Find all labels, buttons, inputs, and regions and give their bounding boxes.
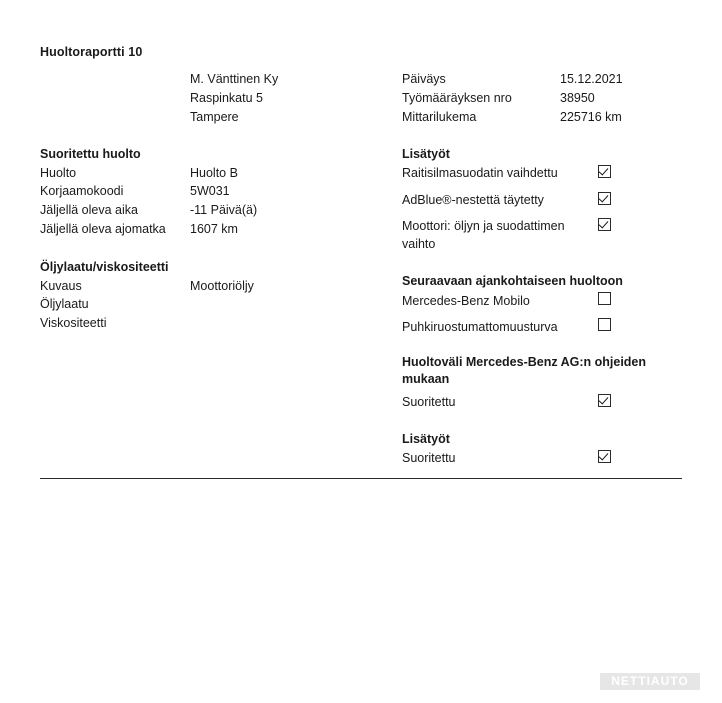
service-row-value-0: Huolto B [190, 166, 238, 180]
service-row-value-3: 1607 km [190, 222, 238, 236]
interval-label-0: Suoritettu [402, 395, 456, 409]
extra-work-checkbox-0[interactable] [598, 165, 611, 178]
meta-label-odometer: Mittarilukema [402, 110, 477, 124]
service-row-value-1: 5W031 [190, 184, 230, 198]
dealer-name: M. Vänttinen Ky [190, 72, 279, 86]
next-service-label-1: Puhkiruostumattomuusturva [402, 320, 558, 334]
next-service-checkbox-1[interactable] [598, 318, 611, 331]
next-service-label-0: Mercedes-Benz Mobilo [402, 294, 530, 308]
oil-section-heading: Öljylaatu/viskositeetti [40, 260, 169, 274]
service-row-value-2: -11 Päivä(ä) [190, 203, 258, 217]
dealer-city: Tampere [190, 110, 239, 124]
additional-section-heading: Lisätyöt [402, 432, 450, 446]
meta-value-order-no: 38950 [560, 91, 595, 105]
oil-row-label-1: Öljylaatu [40, 297, 89, 311]
extra-work-checkbox-1[interactable] [598, 192, 611, 205]
service-row-label-3: Jäljellä oleva ajomatka [40, 222, 166, 236]
interval-checkbox-0[interactable] [598, 394, 611, 407]
extra-work-label-0: Raitisilmasuodatin vaihdettu [402, 166, 558, 180]
oil-row-label-0: Kuvaus [40, 279, 82, 293]
interval-section-heading: Huoltoväli Mercedes-Benz AG:n ohjeiden mukaan [402, 355, 647, 386]
service-section-heading: Suoritettu huolto [40, 147, 141, 161]
meta-value-odometer: 225716 km [560, 110, 622, 124]
nettiauto-watermark: NETTIAUTO [600, 673, 700, 690]
extra-work-label-1: AdBlue®-nestettä täytetty [402, 193, 544, 207]
oil-row-label-2: Viskositeetti [40, 316, 107, 330]
extra-work-checkbox-2[interactable] [598, 218, 611, 231]
service-row-label-2: Jäljellä oleva aika [40, 203, 138, 217]
extra-work-heading: Lisätyöt [402, 147, 450, 161]
extra-work-label-2: Moottori: öljyn ja suodattimen vaihto [402, 219, 565, 251]
dealer-street: Raspinkatu 5 [190, 91, 263, 105]
next-service-checkbox-0[interactable] [598, 292, 611, 305]
page-title: Huoltoraportti 10 [40, 45, 143, 59]
oil-row-value-0: Moottoriöljy [190, 279, 254, 293]
service-row-label-1: Korjaamokoodi [40, 184, 124, 198]
meta-label-date: Päiväys [402, 72, 446, 86]
additional-checkbox-0[interactable] [598, 450, 611, 463]
footer-divider [40, 478, 682, 479]
additional-label-0: Suoritettu [402, 451, 456, 465]
service-row-label-0: Huolto [40, 166, 77, 180]
meta-label-order-no: Työmääräyksen nro [402, 91, 512, 105]
next-service-heading: Seuraavaan ajankohtaiseen huoltoon [402, 274, 623, 288]
meta-value-date: 15.12.2021 [560, 72, 623, 86]
